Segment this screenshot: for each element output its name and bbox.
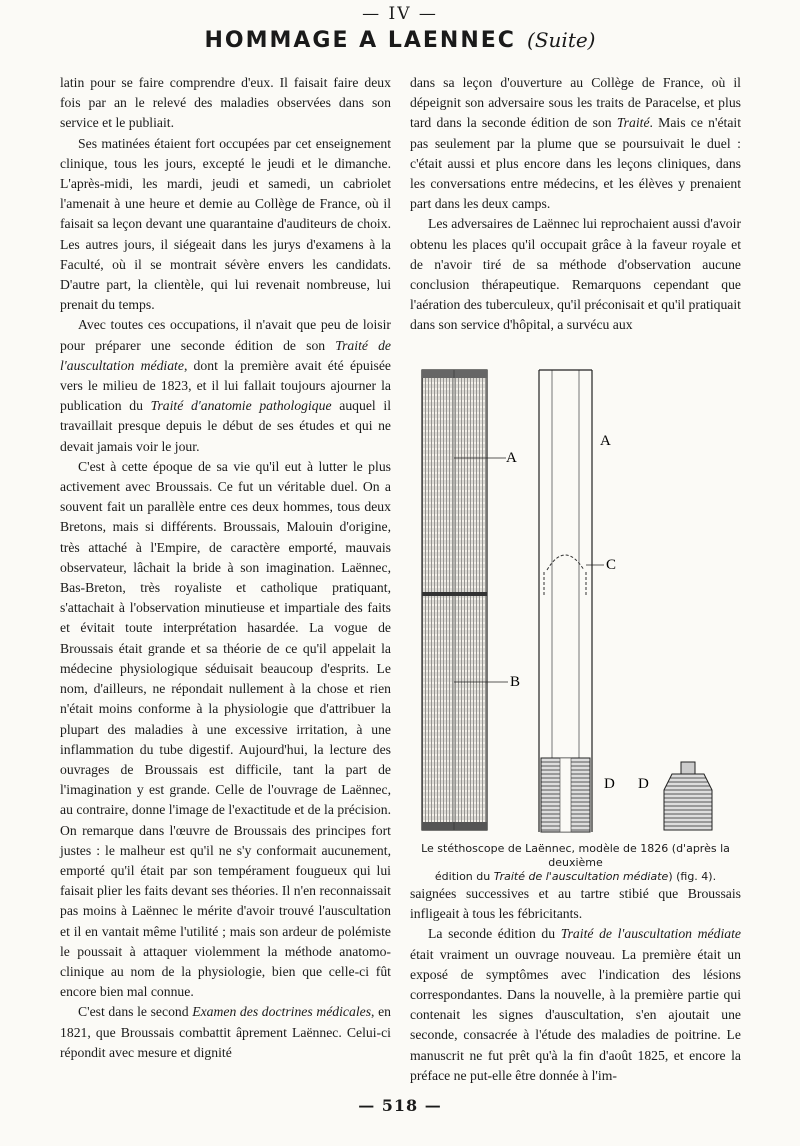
paragraph: dans sa leçon d'ouverture au Collège de France, où il dépeignit son adversaire sous les traits de Paracelse, et plus tard dans la seconde édition de son Traité. Mais ce n'était pas seulement par la plume que se poursuivait le duel : c'était aussi et plus encore dans les leçons cliniques, dans les conversations entre médecins, et les élèves y prenaient part dans les deux camps. xyxy=(410,75,741,212)
paragraph: Les adversaires de Laënnec lui reprochaient aussi d'avoir obtenu les places qu'il occupait grâce à la faveur royale et de n'avoir tiré de sa méthode d'observation aucune conclusion thérapeutique. Remarquons cependant que l'aération des tuberculeux, qu'il préconisait et qu'il pratiquait dans son service d'hôpital, a survécu aux xyxy=(410,216,741,333)
title-text: HOMMAGE A LAENNEC xyxy=(204,28,516,53)
paragraph: saignées successives et au tartre stibié que Broussais infligeait à tous les fébricitants. xyxy=(410,886,741,922)
stethoscope-figure xyxy=(410,360,741,840)
caption-line-2: édition du Traité de l'auscultation médiate) (fig. 4). xyxy=(434,870,717,883)
page-number: — 518 — xyxy=(358,1096,442,1115)
paragraph: C'est dans le second Examen des doctrines médicales, en 1821, que Broussais combattit âprement Laënnec. Celui-ci répondit avec mesure et dignité xyxy=(60,1004,391,1060)
label-d-right: D xyxy=(638,776,649,792)
label-a-right: A xyxy=(600,433,611,449)
stethoscope-plug-view xyxy=(664,762,712,830)
paragraph: La seconde édition du Traité de l'auscultation médiate était vraiment un ouvrage nouveau. La première était un exposé de symptômes avec l'indication des lésions correspondantes. Dans la nouvelle, à la première partie qui contenait les signes d'auscultation, s'en ajoutait une seconde, consacrée à l'étude des maladies de poitrine. Le manuscrit ne fut prêt qu'à la fin d'août 1825, et encore la préface ne put-elle être donnée à l'im- xyxy=(410,926,741,1083)
stethoscope-section-view xyxy=(539,370,592,832)
paragraph: Ses matinées étaient fort occupées par cet enseignement clinique, tous les jours, excepté le jeudi et le dimanche. L'après-midi, les mardi, jeudi et samedi, un cabriolet l'amenait à une heure et demie au Collège de France, où il faisait sa leçon devant une quarantaine d'auditeurs de choix. Les autres jours, il siégeait dans les jurys d'examens à la Faculté, où il se montrait sévère envers les candidats. D'autre part, la clientèle, qui lui revenait nombreuse, lui prenait du temps. xyxy=(60,135,391,313)
stethoscope-illustration xyxy=(410,360,741,840)
page-title xyxy=(0,28,800,53)
right-column-top xyxy=(410,73,741,336)
title-suite: (Suite) xyxy=(527,28,596,52)
paragraph: latin pour se faire comprendre d'eux. Il faisait faire deux fois par an le relevé des maladies observées dans son service et le publiait. xyxy=(60,75,391,131)
label-d-left: D xyxy=(604,776,615,792)
right-column-bottom xyxy=(410,884,741,1086)
paragraph: Avec toutes ces occupations, il n'avait que peu de loisir pour préparer une seconde édition de son Traité de l'auscultation médiate, dont la première avait été épuisée vers le milieu de 1823, et il lui fallait toujours ajourner la publication du Traité d'anatomie pathologique auquel il travaillait presque depuis le début de ses études et qui ne devait jamais voir le jour. xyxy=(60,317,391,454)
left-column xyxy=(60,73,391,1063)
paragraph: C'est à cette époque de sa vie qu'il eut à lutter le plus activement avec Broussais. Ce fut un véritable duel. On a souvent fait un parallèle entre ces deux hommes, tous deux Bretons, mais si différents. Broussais, Malouin d'origine, très attaché à l'Empire, de caractère emporté, mauvais observateur, lâchait la bride à son imagination. Laënnec, Bas-Breton, très royaliste et catholique pratiquant, s'attachait à l'observation minutieuse et impartiale des faits et évitait toute interprétation hasardée. La vogue de Broussais était grande et sa théorie de ce qu'il appelait la médecine physiologique séduisait beaucoup d'esprits. Le nom, d'ailleurs, ne répondait nullement à la chose et rien n'était moins conforme à la physiologie que d'attribuer la plupart des maladies à une excessive irritation, à une inflammation du tube digestif. Aujourd'hui, la lecture des ouvrages de Broussais est difficile, tant la part de l'imagination y est grande. Celle de l'ouvrage de Laënnec, au contraire, donne l'image de l'exactitude et de la précision. On remarque dans l'œuvre de Broussais des principes fort justes : le malheur est qu'il ne s'y conformait aucunement, emporté qu'il était par son tempérament fougueux qui lui faisait plier les faits devant ses théories. Il n'en reconnaissait pas moins à Laënnec le mérite d'avoir trouvé l'auscultation et il en vantait même l'utilité ; mais son ardeur de polémiste le poussait à attaquer violemment la méthode anatomo-clinique au nom de la physiologie, bien que celle-ci fût encore bien mal connue. xyxy=(60,458,391,1000)
label-b: B xyxy=(510,674,521,690)
label-c: C xyxy=(606,557,617,573)
label-a-left: A xyxy=(506,450,517,466)
stethoscope-exterior-view xyxy=(422,370,487,830)
page-folio-top: — IV — xyxy=(362,4,438,24)
caption-line-1: Le stéthoscope de Laënnec, modèle de 1826 (d'après la deuxième xyxy=(421,842,730,869)
figure-caption xyxy=(410,842,741,884)
